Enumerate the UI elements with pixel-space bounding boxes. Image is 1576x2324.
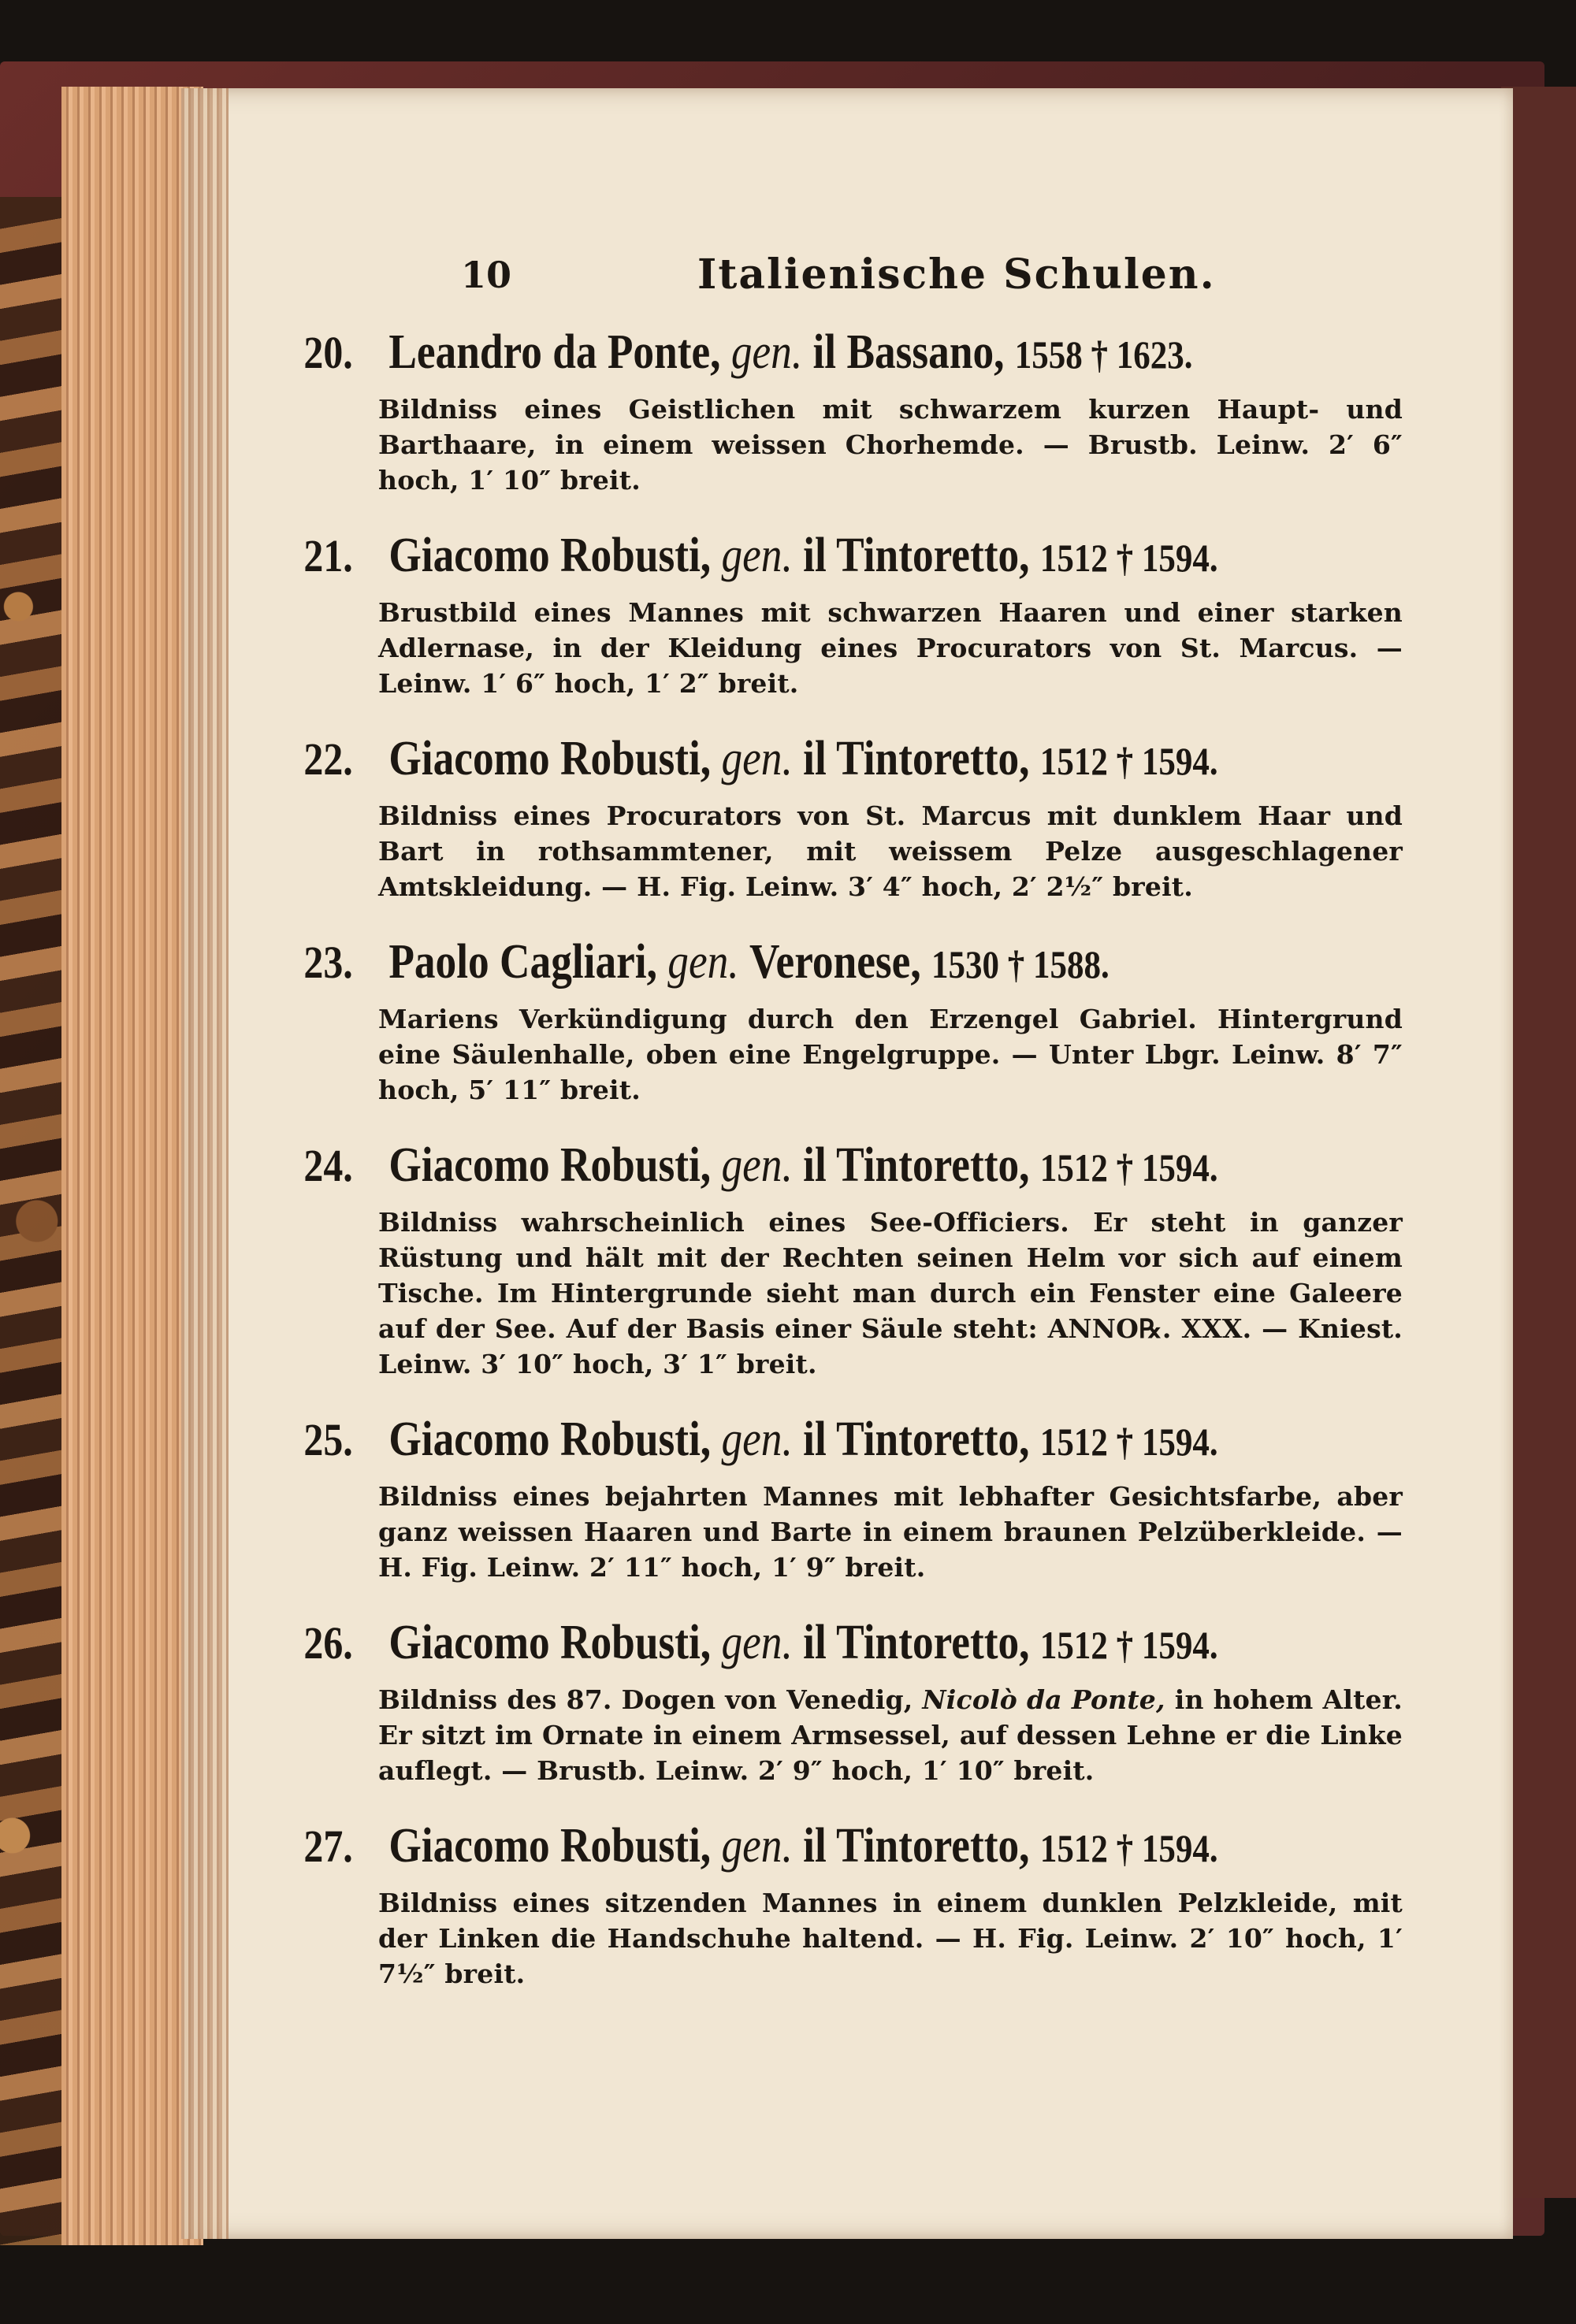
artist-nickname: il Tintoretto, bbox=[803, 1413, 1030, 1466]
artist-name: Giacomo Robusti, bbox=[388, 529, 712, 582]
catalogue-entries bbox=[303, 321, 1411, 2018]
catalogue-entry bbox=[303, 525, 1411, 701]
gen-label: gen. bbox=[667, 935, 739, 989]
artist-dates: 1512 † 1594. bbox=[1039, 1826, 1218, 1870]
gen-label: gen. bbox=[721, 732, 793, 785]
marbled-endpaper bbox=[0, 197, 61, 2245]
entry-heading bbox=[303, 728, 1266, 792]
entry-description: Bildniss eines Procurators von St. Marcus mit dunklem Haar und Bart in rothsammtener, mit weissem Pelze ausgeschlagener Amtskleidung. — H. Fig. Leinw. 3′ 4″ hoch, 2′ 2½″ breit. bbox=[378, 800, 1403, 902]
section-title: Italienische Schulen. bbox=[697, 251, 1216, 299]
artist-nickname: il Tintoretto, bbox=[803, 1819, 1030, 1873]
artist-nickname: il Tintoretto, bbox=[803, 1616, 1030, 1669]
entry-description: Bildniss eines sitzenden Mannes in einem dunklen Pelzkleide, mit der Linken die Handschuhe haltend. — H. Fig. Leinw. 2′ 10″ hoch, 1′ 7½″ breit. bbox=[378, 1888, 1403, 1989]
artist-dates: 1512 † 1594. bbox=[1039, 1623, 1218, 1667]
entry-number: 24. bbox=[303, 1140, 353, 1191]
entry-number: 25. bbox=[303, 1414, 353, 1465]
running-head bbox=[461, 251, 1407, 298]
artist-dates: 1512 † 1594. bbox=[1039, 1145, 1218, 1190]
page-gutter bbox=[181, 88, 229, 2239]
entry-description: Mariens Verkündigung durch den Erzengel Gabriel. Hintergrund eine Säulenhalle, oben eine Engelgruppe. — Unter Lbgr. Leinw. 8′ 7″ hoch, 5′ 11″ breit. bbox=[378, 1004, 1403, 1105]
entry-description: Bildniss eines Geistlichen mit schwarzem kurzen Haupt- und Barthaare, in einem weissen Chorhemde. — Brustb. Leinw. 2′ 6″ hoch, 1′ 10″ breit. bbox=[378, 394, 1403, 496]
gen-label: gen. bbox=[730, 325, 803, 379]
entry-heading bbox=[303, 525, 1266, 588]
artist-name: Giacomo Robusti, bbox=[388, 1616, 712, 1669]
entry-heading bbox=[303, 1612, 1266, 1676]
entry-description: Bildniss wahrscheinlich eines See-Officiers. Er steht in ganzer Rüstung und hält mit der Rechten seinen Helm vor sich auf einem Tische. Im Hintergrunde sieht man durch ein Fenster eine Galeere auf der See. Auf der Basis einer Säule steht: ANNO℞. XXX. — Kniest. Leinw. 3′ 10″ hoch, 3′ 1″ breit. bbox=[378, 1207, 1403, 1379]
entry-number: 23. bbox=[303, 937, 353, 988]
entry-number: 20. bbox=[303, 327, 353, 378]
gen-label: gen. bbox=[721, 1413, 793, 1466]
artist-dates: 1530 † 1588. bbox=[931, 942, 1110, 986]
artist-nickname: il Tintoretto, bbox=[803, 529, 1030, 582]
catalogue-entry bbox=[303, 728, 1411, 904]
catalogue-entry bbox=[303, 931, 1411, 1108]
gen-label: gen. bbox=[721, 1138, 793, 1192]
artist-dates: 1512 † 1594. bbox=[1039, 739, 1218, 783]
catalogue-entry bbox=[303, 1134, 1411, 1382]
description-text: Bildniss des 87. Dogen von Venedig, bbox=[378, 1684, 923, 1715]
page-number: 10 bbox=[461, 254, 512, 296]
artist-dates: 1512 † 1594. bbox=[1039, 536, 1218, 580]
artist-name: Paolo Cagliari, bbox=[388, 935, 657, 989]
catalogue-entry bbox=[303, 1815, 1411, 1992]
artist-name: Giacomo Robusti, bbox=[388, 1138, 712, 1192]
entry-description: Bildniss eines bejahrten Mannes mit lebhafter Gesichtsfarbe, aber ganz weissen Haaren und Barte in einem braunen Pelzüberkleide. — H. Fig. Leinw. 2′ 11″ hoch, 1′ 9″ breit. bbox=[378, 1481, 1403, 1583]
entry-heading bbox=[303, 1409, 1266, 1472]
catalogue-entry bbox=[303, 1409, 1411, 1585]
description-text: in hohem Alter. Er sitzt im Ornate in einem Armsessel, auf dessen Lehne er die Linke auflegt. — Brustb. Leinw. 2′ 9″ hoch, 1′ 10″ breit. bbox=[378, 1684, 1403, 1786]
artist-nickname: il Bassano, bbox=[812, 325, 1005, 379]
description-italic-name: Nicolò da Ponte, bbox=[922, 1684, 1165, 1715]
entry-number: 22. bbox=[303, 733, 353, 785]
entry-heading bbox=[303, 1815, 1266, 1879]
entry-description bbox=[378, 1682, 1403, 1788]
catalogue-entry bbox=[303, 321, 1411, 498]
artist-dates: 1512 † 1594. bbox=[1039, 1420, 1218, 1464]
artist-name: Giacomo Robusti, bbox=[388, 1413, 712, 1466]
artist-dates: 1558 † 1623. bbox=[1014, 332, 1193, 377]
gen-label: gen. bbox=[721, 1616, 793, 1669]
entry-heading bbox=[303, 321, 1266, 385]
entry-number: 21. bbox=[303, 530, 353, 581]
gen-label: gen. bbox=[721, 529, 793, 582]
entry-description: Brustbild eines Mannes mit schwarzen Haaren und einer starken Adlernase, in der Kleidung eines Procurators von St. Marcus. — Leinw. 1′ 6″ hoch, 1′ 2″ breit. bbox=[378, 597, 1403, 699]
artist-name: Giacomo Robusti, bbox=[388, 1819, 712, 1873]
artist-name: Leandro da Ponte, bbox=[388, 325, 721, 379]
gen-label: gen. bbox=[721, 1819, 793, 1873]
artist-nickname: il Tintoretto, bbox=[803, 732, 1030, 785]
artist-nickname: il Tintoretto, bbox=[803, 1138, 1030, 1192]
entry-heading bbox=[303, 1134, 1266, 1198]
entry-number: 26. bbox=[303, 1617, 353, 1669]
entry-number: 27. bbox=[303, 1821, 353, 1872]
entry-heading bbox=[303, 931, 1266, 995]
artist-name: Giacomo Robusti, bbox=[388, 732, 712, 785]
catalogue-entry bbox=[303, 1612, 1411, 1788]
artist-nickname: Veronese, bbox=[749, 935, 921, 989]
